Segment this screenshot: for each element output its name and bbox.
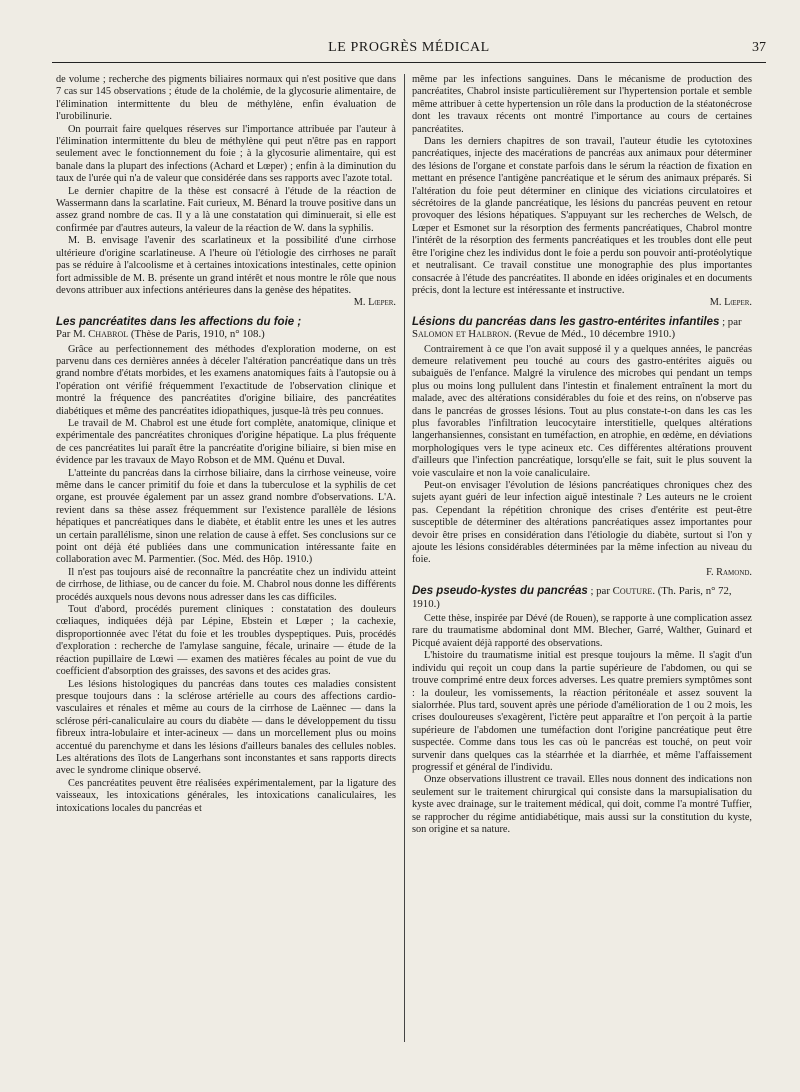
- article-par: ; par: [587, 585, 613, 598]
- paragraph: Peut-on envisager l'évolution de lésions pancréatiques chroniques chez des sujets ayant guéri de leur infection aiguë intestinale ? Les auteurs ne le croient pas. Cependant la répétition chronique des crises d'entérite est peut-être susceptible de déterminer des altérations pancréatiques assez importantes pour devoir être prises en considération dans l'étiologie du diabète, surtout si l'on y ajoute les lésions considérables déterminées par la même infection au niveau du foie.: [412, 480, 752, 566]
- paragraph: Les lésions histologiques du pancréas dans toutes ces maladies consistent presque toujours dans : la sclérose artérielle au cours des affections cardio-vasculaires et rénales et même au cours de la cirrhose de Laënnec — dans la sclérose péri-canaliculaire au cours du diabète — dans le développement du tissu fibreux intra-lobulaire et inter-acineux — dans un morcellement plus ou moins accentué du parenchyme et dans les lésions d'ailleurs banales des cellules nobles. Les altérations des îlots de Langerhans sont inconstantes et sans rapports directs avec le syndrome clinique observé.: [56, 678, 396, 777]
- paragraph: On pourrait faire quelques réserves sur l'importance attribuée par l'auteur à l'élimination intermittente du bleu de méthylène qui peut n'être pas en rapport seulement avec le fonctionnement du foie ; à la glycosurie alimentaire, qui est banale dans la plupart des infections (Achard et Lœper) ; enfin à la diminution du taux de l'urée qui n'a de valeur que considérée dans ses rapports avec l'azote total.: [56, 123, 396, 185]
- paragraph: Onze observations illustrent ce travail. Elles nous donnent des indications non seulement sur le traitement chirurgical qui consiste dans la marsupialisation du kyste avec drainage, sur le traitement médical, qui doit, comme l'a montré Tuffier, se rapprocher du régime antidiabétique, mais aussi sur la constitution du kyste, son origine et sa nature.: [412, 774, 752, 835]
- article-par: ; par: [719, 315, 742, 328]
- running-title: LE PROGRÈS MÉDICAL: [328, 40, 490, 55]
- left-column: [56, 74, 396, 815]
- paragraph: Ces pancréatites peuvent être réalisées expérimentalement, par la ligature des vaisseaux, les intoxications générales, les intoxications canaliculaires, les intoxications locales du pancréas et: [56, 777, 396, 814]
- paragraph: Le travail de M. Chabrol est une étude fort complète, anatomique, clinique et expérimentale des pancréatites chroniques d'origine hépatique. La plus fréquente de ces pancréatites lui paraît être la pancréatite d'origine biliaire, si bien mise en évidence par les travaux de Mayo Robson et de MM. Quénu et Duval.: [56, 417, 396, 467]
- paragraph: même par les infections sanguines. Dans le mécanisme de production des pancréatites, Chabrol insiste particulièrement sur l'hypertension portale et semble même attribuer à cette hypertension un rôle dans la production de la stéatonécrose dont les travaux récents ont montré l'importance au cours de certaines pancréatites.: [412, 74, 752, 135]
- article-reference: (Thèse de Paris, 1910, n° 108.): [128, 328, 265, 341]
- article-title: Les pancréatites dans les affections du foie ;: [56, 315, 302, 328]
- article-author: Chabrol: [88, 328, 129, 341]
- article-reference: . (Th. Paris, n° 72, 1910.): [412, 585, 732, 610]
- review-signature: M. Lœper.: [709, 297, 752, 309]
- paragraph: Cette thèse, inspirée par Dévé (de Rouen), se rapporte à une complication assez rare du traumatisme abdominal dont MM. Blecher, Garré, Walther, Guinard et Picqué avaient déjà rapporté des observations.: [412, 613, 752, 649]
- paragraph: Tout d'abord, procédés purement cliniques : constatation des douleurs cœliaques, indiquées déjà par Lépine, Ebstein et Lœper ; la cachexie, disproportionnée avec l'état du foie et les troubles dyspeptiques. Puis, procédés d'exploration : recherche de l'amylase sanguine, fécale, urinaire — étude de la réaction pupillaire de Lœwi — examen des matières fécales au point de vue du coefficient d'absorption des graisses, des savons et des acides gras.: [56, 604, 396, 678]
- paragraph: Grâce au perfectionnement des méthodes d'exploration moderne, on est parvenu dans ces dernières années à déceler l'altération pancréatique dans un très grand nombre d'états morbides, et les examens anatomiques faits à l'autopsie ou à l'opération ont vérifié fréquemment l'exactitude de l'observation clinique et montré la fréquence des pancréatites d'origine biliaire, des pancréatites diabétiques et même des pancréatites idiopathiques, jusque-là très peu connues.: [56, 343, 396, 417]
- paragraph: M. B. envisage l'avenir des scarlatineux et la possibilité d'une cirrhose ultérieure d'origine scarlatineuse. A l'heure où l'étiologie des cirrhoses ne paraît pas se réduire à l'alcoolisme et à certaines intoxications intestinales, cette opinion fort admissible de M. B. présente un grand intérêt et nous montre le rôle que nous devons attribuer aux infections antérieures dans la genèse des hépatites.: [56, 235, 396, 296]
- article-heading: [412, 585, 752, 610]
- article-authors: Salomon et Halbron: [412, 328, 509, 341]
- review-signature: F. Ramond.: [706, 566, 752, 578]
- article-title: Des pseudo-kystes du pancréas: [412, 585, 588, 598]
- page-header: [52, 40, 766, 63]
- paragraph: Il n'est pas toujours aisé de reconnaître la pancréatite chez un individu atteint de cirrhose, de lithiase, ou de cancer du foie. M. Chabrol nous donne les différents procédés auxquels nous devons nous adresser dans les cas difficiles.: [56, 566, 396, 603]
- paragraph: Dans les derniers chapitres de son travail, l'auteur étudie les cytotoxines pancréatiques, injecte des macérations de pancréas aux animaux pour déterminer des lésions de l'organe et constate parfois dans le sérum la réaction de fixation en mettant en présence l'antigène pancréatique et le sérum des animaux préparés. Si l'altération du foie peut déterminer en clinique des viciations circulatoires et sécrétoires de la glande pancréatique, les lésions du pancréas peuvent en retour provoquer des lésions hépatiques. S'appuyant sur les recherches de Welsch, de Lœper et Esmonet sur la résorption des ferments pancréatiques, Chabrol montre l'intérêt de la résorption des ferments pancréatiques et les troubles dont elle peut être l'origine chez les individus dont le foie a perdu son pouvoir anti-protéolytique et neutralisant. Ce travail constitue une monographie des plus importantes consacrée à l'étude des pancréatites. Il abonde en idées originales et en documents précis, dont la lecture est intéressante et instructive.: [412, 136, 752, 296]
- article-par: Par M.: [56, 328, 89, 341]
- article-heading: [56, 316, 396, 341]
- article-title: Lésions du pancréas dans les gastro-entérites infantiles: [412, 315, 720, 328]
- article-heading: [412, 316, 752, 341]
- paragraph: de volume ; recherche des pigments biliaires normaux qui n'est positive que dans 7 cas sur 145 observations ; étude de la cholémie, de la glycosurie alimentaire, de l'élimination intermittente du bleu de méthylène, enfin évaluation de l'urobilinurie.: [56, 74, 396, 123]
- article-author: Couture: [612, 585, 653, 598]
- paragraph: L'atteinte du pancréas dans la cirrhose biliaire, dans la cirrhose veineuse, voire même dans le cancer primitif du foie et dans la tuberculose et la syphilis de cet organe, est prouvée également par un assez grand nombre d'observations. L'A. revient dans sa thèse assez fréquemment sur l'existence parallèle de lésions hépatiques et pancréatiques dans le diabète, et établit entre les unes et les autres un certain parallélisme, sinon une relation de cause à effet. Ses conclusions sur ce point ont déjà été publiées dans une communication intéressante faite en collaboration avec M. Parmentier. (Soc. Méd. des Hôp. 1910.): [56, 467, 396, 566]
- page-number: 37: [752, 40, 766, 55]
- paragraph: Le dernier chapitre de la thèse est consacré à l'étude de la réaction de Wassermann dans la scarlatine. Fait curieux, M. Bénard la trouve positive dans un assez grand nombre de cas. Il y a là une constatation qui diminuerait, si elle est confirmée par d'autres auteurs, la valeur de la réaction de W. dans la syphilis.: [56, 185, 396, 234]
- right-column: [412, 74, 752, 836]
- review-signature: M. Lœper.: [353, 297, 396, 309]
- paragraph: Contrairement à ce que l'on avait supposé il y a quelques années, le pancréas demeure relativement peu touché au cours des gastro-entérites aiguës ou subaiguës de l'enfance. Malgré la virulence des microbes qui pendant un temps plus ou moins long pullulent dans l'intestin et finalement entraînent la mort du malade, avec des altérations considérables du foie et des reins, on n'observe pas dans le pancréas de grosses lésions. Tout au plus constate-t-on dans les cas les plus favorables l'infiltration leucocytaire interstitielle, quelques altérations langerhansiennes, consistant en tuméfaction, en atrophie, en œdème, en déviations morphologiques vers le type acineux etc. Ces différentes altérations prouvent d'ailleurs que l'infection pancréatique, lorsqu'elle se fait, suit le plus souvent la voie vasculaire et non la voie canaliculaire.: [412, 343, 752, 479]
- paragraph: L'histoire du traumatisme initial est presque toujours la même. Il s'agit d'un individu qui reçoit un coup dans la partie supérieure de l'abdomen, ou qui se trouve comprimé entre deux forces adverses. Les quatre premiers symptômes sont : la douleur, les vomissements, la réaction péritonéale et assez souvent la sialorrhée. Plus tard, souvent après une période d'amélioration de 1 ou 2 mois, les crises douloureuses s'exagèrent, l'ictère peut apparaître et l'on perçoit à la partie supérieure de l'abdomen une tuméfaction dont l'origine pancréatique peut être suspectée. Comme dans tous les cas où le pancréas est touché, on peut voir survenir dans quelques cas la stéarrhée et la diarrhée, et même l'affaissement progressif et général de l'individu.: [412, 650, 752, 773]
- column-divider: [404, 74, 405, 1042]
- article-reference: . (Revue de Méd., 10 décembre 1910.): [508, 328, 676, 341]
